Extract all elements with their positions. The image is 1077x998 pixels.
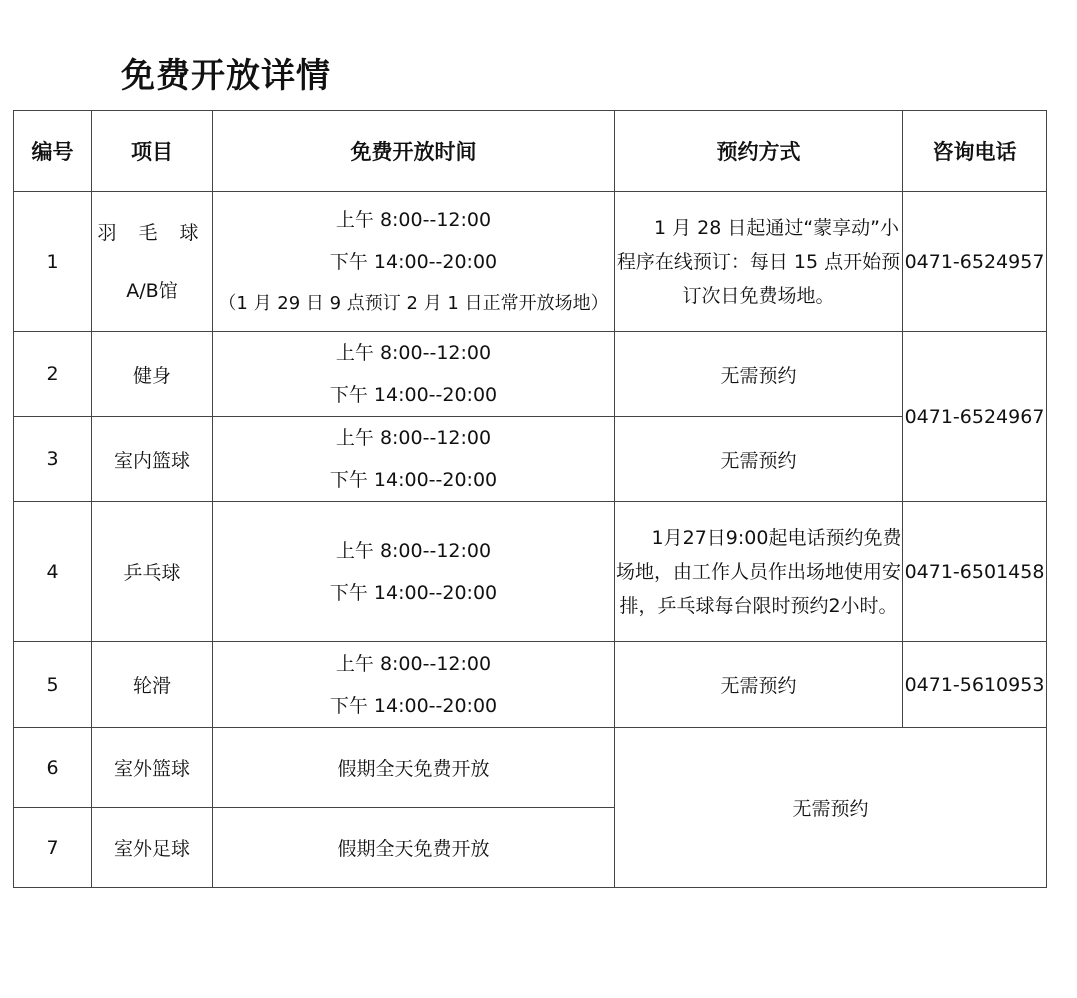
hours-am: 上午 8:00--12:00 <box>335 652 492 675</box>
page-title: 免费开放详情 <box>121 56 331 96</box>
header-phone: 咨询电话 <box>903 111 1047 192</box>
table-row <box>14 417 1047 502</box>
row-booking <box>615 502 903 642</box>
row-hours <box>213 332 615 417</box>
header-number: 编号 <box>14 111 92 192</box>
hours-pm: 下午 14:00--20:00 <box>329 250 498 273</box>
row-booking: 无需预约 <box>615 642 903 728</box>
row-booking: 无需预约 <box>615 417 903 502</box>
item-line: 羽 毛 球 <box>97 221 207 244</box>
hours-pm: 下午 14:00--20:00 <box>329 694 498 717</box>
row-item <box>92 192 213 332</box>
row-item: 乒乓球 <box>92 502 213 642</box>
booking-text: 1 月 28 日起通过“蒙享动”小程序在线预订：每日 15 点开始预订次日免费场地。 <box>616 216 901 307</box>
row-booking <box>615 192 903 332</box>
hours-am: 上午 8:00--12:00 <box>335 342 492 364</box>
row-hours <box>213 192 615 332</box>
header-item: 项目 <box>92 111 213 192</box>
row-item: 室外篮球 <box>92 728 213 808</box>
row-hours <box>213 417 615 502</box>
row-hours <box>213 502 615 642</box>
hours-am: 上午 8:00--12:00 <box>335 208 492 231</box>
hours-note: （1 月 29 日 9 点预订 2 月 1 日正常开放场地） <box>218 292 609 314</box>
header-booking: 预约方式 <box>615 111 903 192</box>
table-row <box>14 502 1047 642</box>
row-hours: 假期全天免费开放 <box>213 728 615 808</box>
row-number: 5 <box>14 642 92 728</box>
row-number: 4 <box>14 502 92 642</box>
row-number: 2 <box>14 332 92 417</box>
row-number: 7 <box>14 808 92 888</box>
hours-pm: 下午 14:00--20:00 <box>329 581 498 604</box>
row-number: 1 <box>14 192 92 332</box>
row-item: 室外足球 <box>92 808 213 888</box>
row-booking: 无需预约 <box>615 728 1047 888</box>
header-row <box>14 111 1047 192</box>
item-line: A/B馆 <box>126 279 178 302</box>
row-phone: 0471-6524967 <box>903 332 1047 502</box>
row-phone: 0471-5610953 <box>903 642 1047 728</box>
row-number: 6 <box>14 728 92 808</box>
table-row <box>14 642 1047 728</box>
hours-pm: 下午 14:00--20:00 <box>329 469 498 491</box>
booking-text: 1月27日9:00起电话预约免费场地，由工作人员作出场地使用安排，乒乓球每台限时预约2小时。 <box>615 526 902 617</box>
row-item: 健身 <box>92 332 213 417</box>
row-item: 室内篮球 <box>92 417 213 502</box>
table-row <box>14 192 1047 332</box>
row-hours <box>213 642 615 728</box>
row-booking: 无需预约 <box>615 332 903 417</box>
row-phone: 0471-6524957 <box>903 192 1047 332</box>
header-hours: 免费开放时间 <box>213 111 615 192</box>
schedule-table <box>13 110 1047 888</box>
hours-am: 上午 8:00--12:00 <box>335 427 492 449</box>
row-item: 轮滑 <box>92 642 213 728</box>
hours-pm: 下午 14:00--20:00 <box>329 384 498 406</box>
row-number: 3 <box>14 417 92 502</box>
row-hours: 假期全天免费开放 <box>213 808 615 888</box>
row-phone: 0471-6501458 <box>903 502 1047 642</box>
table-row <box>14 332 1047 417</box>
table-row <box>14 728 1047 808</box>
hours-am: 上午 8:00--12:00 <box>335 539 492 562</box>
